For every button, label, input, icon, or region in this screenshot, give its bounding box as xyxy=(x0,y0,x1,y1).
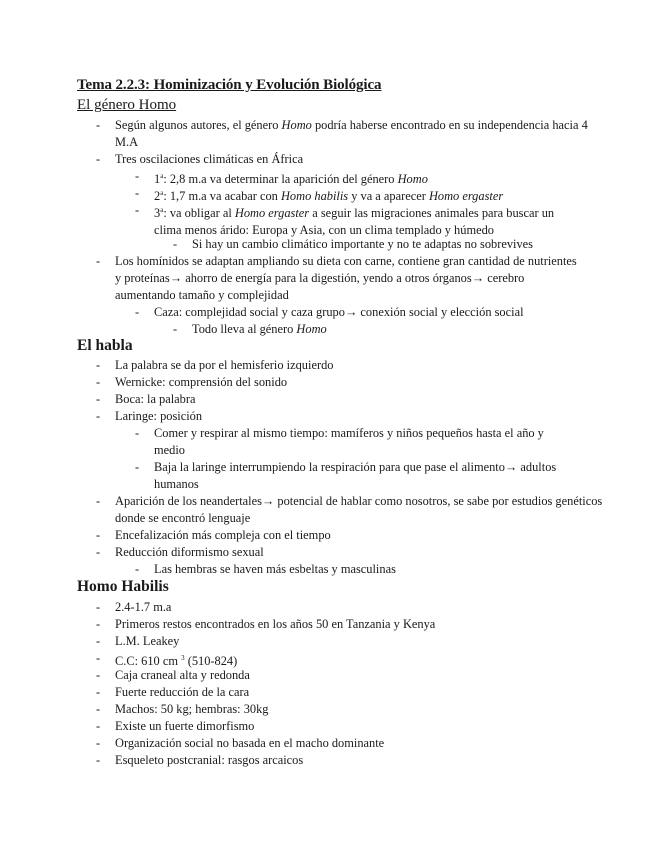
list-item: - Reducción diformismo sexual xyxy=(96,545,264,559)
bullet-dash: - xyxy=(96,634,101,648)
bullet-dash: - xyxy=(96,617,101,631)
bullet-dash: - xyxy=(135,203,140,217)
list-item: - Caza: complejidad social y caza grupo→ conexión social y elección social xyxy=(135,305,524,319)
bullet-dash: - xyxy=(135,426,140,440)
bullet-dash: - xyxy=(96,392,101,406)
list-item: - Primeros restos encontrados en los años 50 en Tanzania y Kenya xyxy=(96,617,436,631)
page-title: Tema 2.2.3: Hominización y Evolución Biológica xyxy=(77,77,382,93)
section-heading-el-habla: El habla xyxy=(77,337,133,354)
list-item: - Según algunos autores, el género Homo podría haberse encontrado en su independencia hacia 4 M.A xyxy=(96,118,588,149)
bullet-dash: - xyxy=(96,685,101,699)
bullet-dash: - xyxy=(96,651,101,665)
bullet-dash: - xyxy=(96,719,101,733)
list-item: - Baja la laringe interrumpiendo la respiración para que pase el alimento→ adultos humanos xyxy=(135,460,557,491)
bullet-dash: - xyxy=(96,118,101,132)
list-item: - 3$^a$: va obligar al Homo ergaster a seguir las migraciones animales para buscar un clima menos árido: Europa y Asia, con un clima templado y húmedo xyxy=(135,203,555,237)
list-item: - L.M. Leakey xyxy=(96,634,180,648)
list-item: - Wernicke: comprensión del sonido xyxy=(96,375,288,389)
list-item: - Fuerte reducción de la cara xyxy=(96,685,250,699)
list-item: - Boca: la palabra xyxy=(96,392,196,406)
bullet-dash: - xyxy=(135,186,140,200)
list-item: - Esqueleto postcranial: rasgos arcaicos xyxy=(96,753,304,767)
list-item: - Todo lleva al género Homo xyxy=(173,322,327,336)
bullet-dash: - xyxy=(96,152,101,166)
list-item: - 1$^a$: 2,8 m.a va determinar la aparición del género Homo xyxy=(135,169,428,186)
list-item: - Machos: 50 kg; hembras: 30kg xyxy=(96,702,269,716)
list-item: - Encefalización más compleja con el tiempo xyxy=(96,528,331,542)
list-item: - C.C: 610 cm $^3$ (510-824) xyxy=(96,651,238,668)
bullet-dash: - xyxy=(96,528,101,542)
bullet-dash: - xyxy=(135,169,140,183)
bullet-dash: - xyxy=(96,702,101,716)
bullet-dash: - xyxy=(96,375,101,389)
bullet-dash: - xyxy=(96,668,101,682)
list-item: - Tres oscilaciones climáticas en África xyxy=(96,152,304,166)
bullet-dash: - xyxy=(96,600,101,614)
list-item: - Comer y respirar al mismo tiempo: mamíferos y niños pequeños hasta el año y medio xyxy=(135,426,544,457)
bullet-dash: - xyxy=(96,254,101,268)
bullet-dash: - xyxy=(96,545,101,559)
bullet-dash: - xyxy=(135,562,140,576)
bullet-dash: - xyxy=(96,494,101,508)
list-item: - Existe un fuerte dimorfismo xyxy=(96,719,255,733)
section-heading-homo-habilis: Homo Habilis xyxy=(77,578,169,595)
bullet-dash: - xyxy=(96,736,101,750)
list-item: - Si hay un cambio climático importante y no te adaptas no sobrevives xyxy=(173,237,534,251)
list-item: - Aparición de los neandertales→ potencial de hablar como nosotros, se sabe por estudios genéticos donde se encontró lenguaje xyxy=(96,494,603,525)
bullet-dash: - xyxy=(96,753,101,767)
list-item: - Laringe: posición xyxy=(96,409,203,423)
bullet-dash: - xyxy=(135,460,140,474)
list-item: - 2.4-1.7 m.a xyxy=(96,600,172,614)
bullet-dash: - xyxy=(96,409,101,423)
list-item: - La palabra se da por el hemisferio izquierdo xyxy=(96,358,334,372)
list-item: - Las hembras se haven más esbeltas y masculinas xyxy=(135,562,396,576)
bullet-dash: - xyxy=(173,237,178,251)
section-heading-genero-homo: El género Homo xyxy=(77,97,177,113)
bullet-dash: - xyxy=(135,305,140,319)
list-item: - 2$^a$: 1,7 m.a va acabar con Homo habilis y va a aparecer Homo ergaster xyxy=(135,186,504,203)
bullet-dash: - xyxy=(96,358,101,372)
list-item: - Caja craneal alta y redonda xyxy=(96,668,250,682)
list-item: - Organización social no basada en el macho dominante xyxy=(96,736,385,750)
bullet-dash: - xyxy=(173,322,178,336)
list-item: - Los homínidos se adaptan ampliando su dieta con carne, contiene gran cantidad de nutrientes y proteínas→ ahorro de energía para la digestión, yendo a otros órganos→ cerebro aumentando tamaño y complejidad xyxy=(96,254,577,302)
